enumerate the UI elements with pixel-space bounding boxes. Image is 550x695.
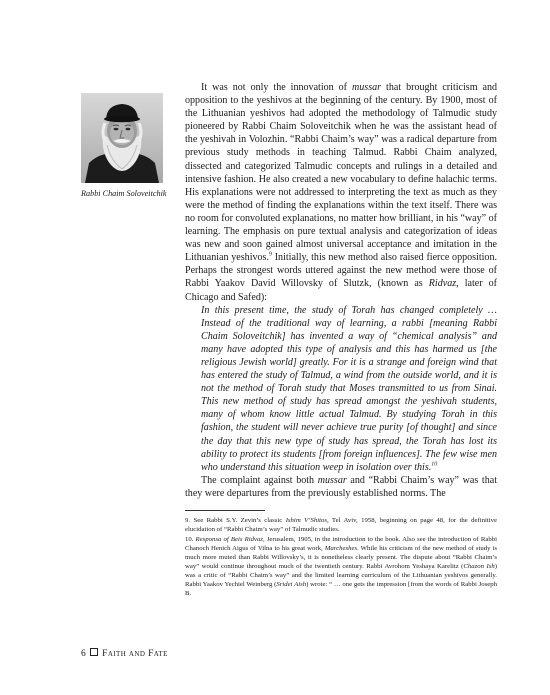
text-span: and “Rabbi Chaim’s way” was that they were departures from the previously established norms. The xyxy=(185,474,497,499)
portrait-illustration xyxy=(81,93,163,183)
body-text xyxy=(185,81,497,500)
footnote-rule xyxy=(185,510,265,511)
paragraph xyxy=(185,81,497,304)
text-span: It was not only the innovation of xyxy=(201,82,353,93)
footnote-ref: 9 xyxy=(268,251,272,258)
paragraph xyxy=(185,474,497,500)
text-span: , Jerusalem, 1905, in the introduction to the book. Also see the introduction of Rabbi Chanoch Henich Aigus of Vilna to his great work, xyxy=(185,536,498,552)
footnote-ref: 10 xyxy=(431,461,438,468)
text-span: 9. See Rabbi S.Y. Zevin’s classic xyxy=(185,517,286,524)
footnotes xyxy=(185,516,497,599)
footnote-9 xyxy=(185,516,497,534)
block-quote xyxy=(201,304,497,474)
text-span: , later of Chicago and Safed): xyxy=(185,278,497,303)
text-span: ) was a critic of “Rabbi Chaim’s way” and the limited learning curriculum of the Lithuanian yeshivos generally. Rabbi Yaakov Yechiel Weinberg ( xyxy=(185,563,497,588)
photo-caption: Rabbi Chaim Soloveitchik xyxy=(81,189,167,198)
italic-span: Ridvaz xyxy=(428,278,457,290)
italic-span: Chazon Ish xyxy=(463,563,495,570)
text-span: ) wrote: “ … one gets the impression [from the words of Rabbi Joseph B. xyxy=(185,581,497,597)
text-span: The complaint against both xyxy=(201,474,318,486)
text-span: , Tel Aviv, 1958, beginning on page 48, for the definitive elucidation of “Rabbi Chaim’s way” of Talmudic studies. xyxy=(185,517,498,533)
footnote-10 xyxy=(185,535,497,598)
italic-span: Responsa of Beis Ridvaz xyxy=(195,536,263,543)
text-span: . While his criticism of the new method of study is much more muted than Rabbi Willovsky’s, it is nonetheless clearly present. The dispute about “Rabbi Chaim’s way” would continue throughout much of the twentieth century. Rabbi Avrohom Yeshaya Karelitz ( xyxy=(185,545,497,570)
italic-span: mussar xyxy=(352,82,382,93)
rabbi-portrait-photo xyxy=(81,93,163,183)
italic-span: Ishim V’Shitos xyxy=(285,517,327,524)
text-span: 10. xyxy=(185,536,196,543)
text-span: In this present time, the study of Torah has changed completely … Instead of the traditional way of learning, a rabbi [meaning Rabbi Chaim Soloveitchik] has invented a way of “chemical analysis” and many have adopted this type of analysis and this has harmed us [the religious Jewish world] greatly. For it is a strange and foreign wind that has entered the study of Talmud, a wind from the outside world, and it is not the method of Torah study that Moses transmitted to us from Sinai. This new method of study has spread amongst the yeshivah students, many of whom know little actual Talmud. By studying Torah in this fashion, the student will never achieve true purity [of thought] and since the day that this new type of study has spread, the Torah has lost its ability to protect its students [from foreign influences]. The few wise men who understand this situation weep in isolation over this. xyxy=(201,304,497,473)
page-footer xyxy=(81,648,168,659)
italic-span: Marcheshes xyxy=(324,545,358,552)
text-span: that brought criticism and opposition to the yeshivos at the beginning of the century. By 1900, most of the Lithuanian yeshivos had adopted the methodology of Talmudic study pioneered by Rabbi Chaim Soloveitchik when he was the assistant head of the yeshivah in Volozhin. “Rabbi Chaim’s way” was a radical departure from previous study methods in teaching Talmud. Rabbi Chaim analyzed, dissected and categorized Talmudic concepts and rulings in a detailed and intensive fashion. He also created a new vocabulary to define halachic terms. His explanations were not addressed to interpreting the text as much as they were the method of finding the explanations within the text itself. There was no room for convoluted explanations, no matter how brilliant, in his “way” of learning. The emphasis on pure textual analysis and categorization of ideas was new and soon gained almost universal acceptance and imitation in the Lithuanian yeshivos. xyxy=(185,82,497,264)
italic-span: mussar xyxy=(317,474,347,486)
italic-span: Sridei Aish xyxy=(276,581,307,588)
box-glyph-icon xyxy=(90,648,98,656)
book-title: Faith and Fate xyxy=(102,649,168,659)
text-span: Initially, this new method also raised fierce opposition. Perhaps the strongest words uttered against the new method were those of Rabbi Yaakov David Willovsky of Slutzk, (known as xyxy=(185,252,497,290)
page-number: 6 xyxy=(81,649,87,659)
